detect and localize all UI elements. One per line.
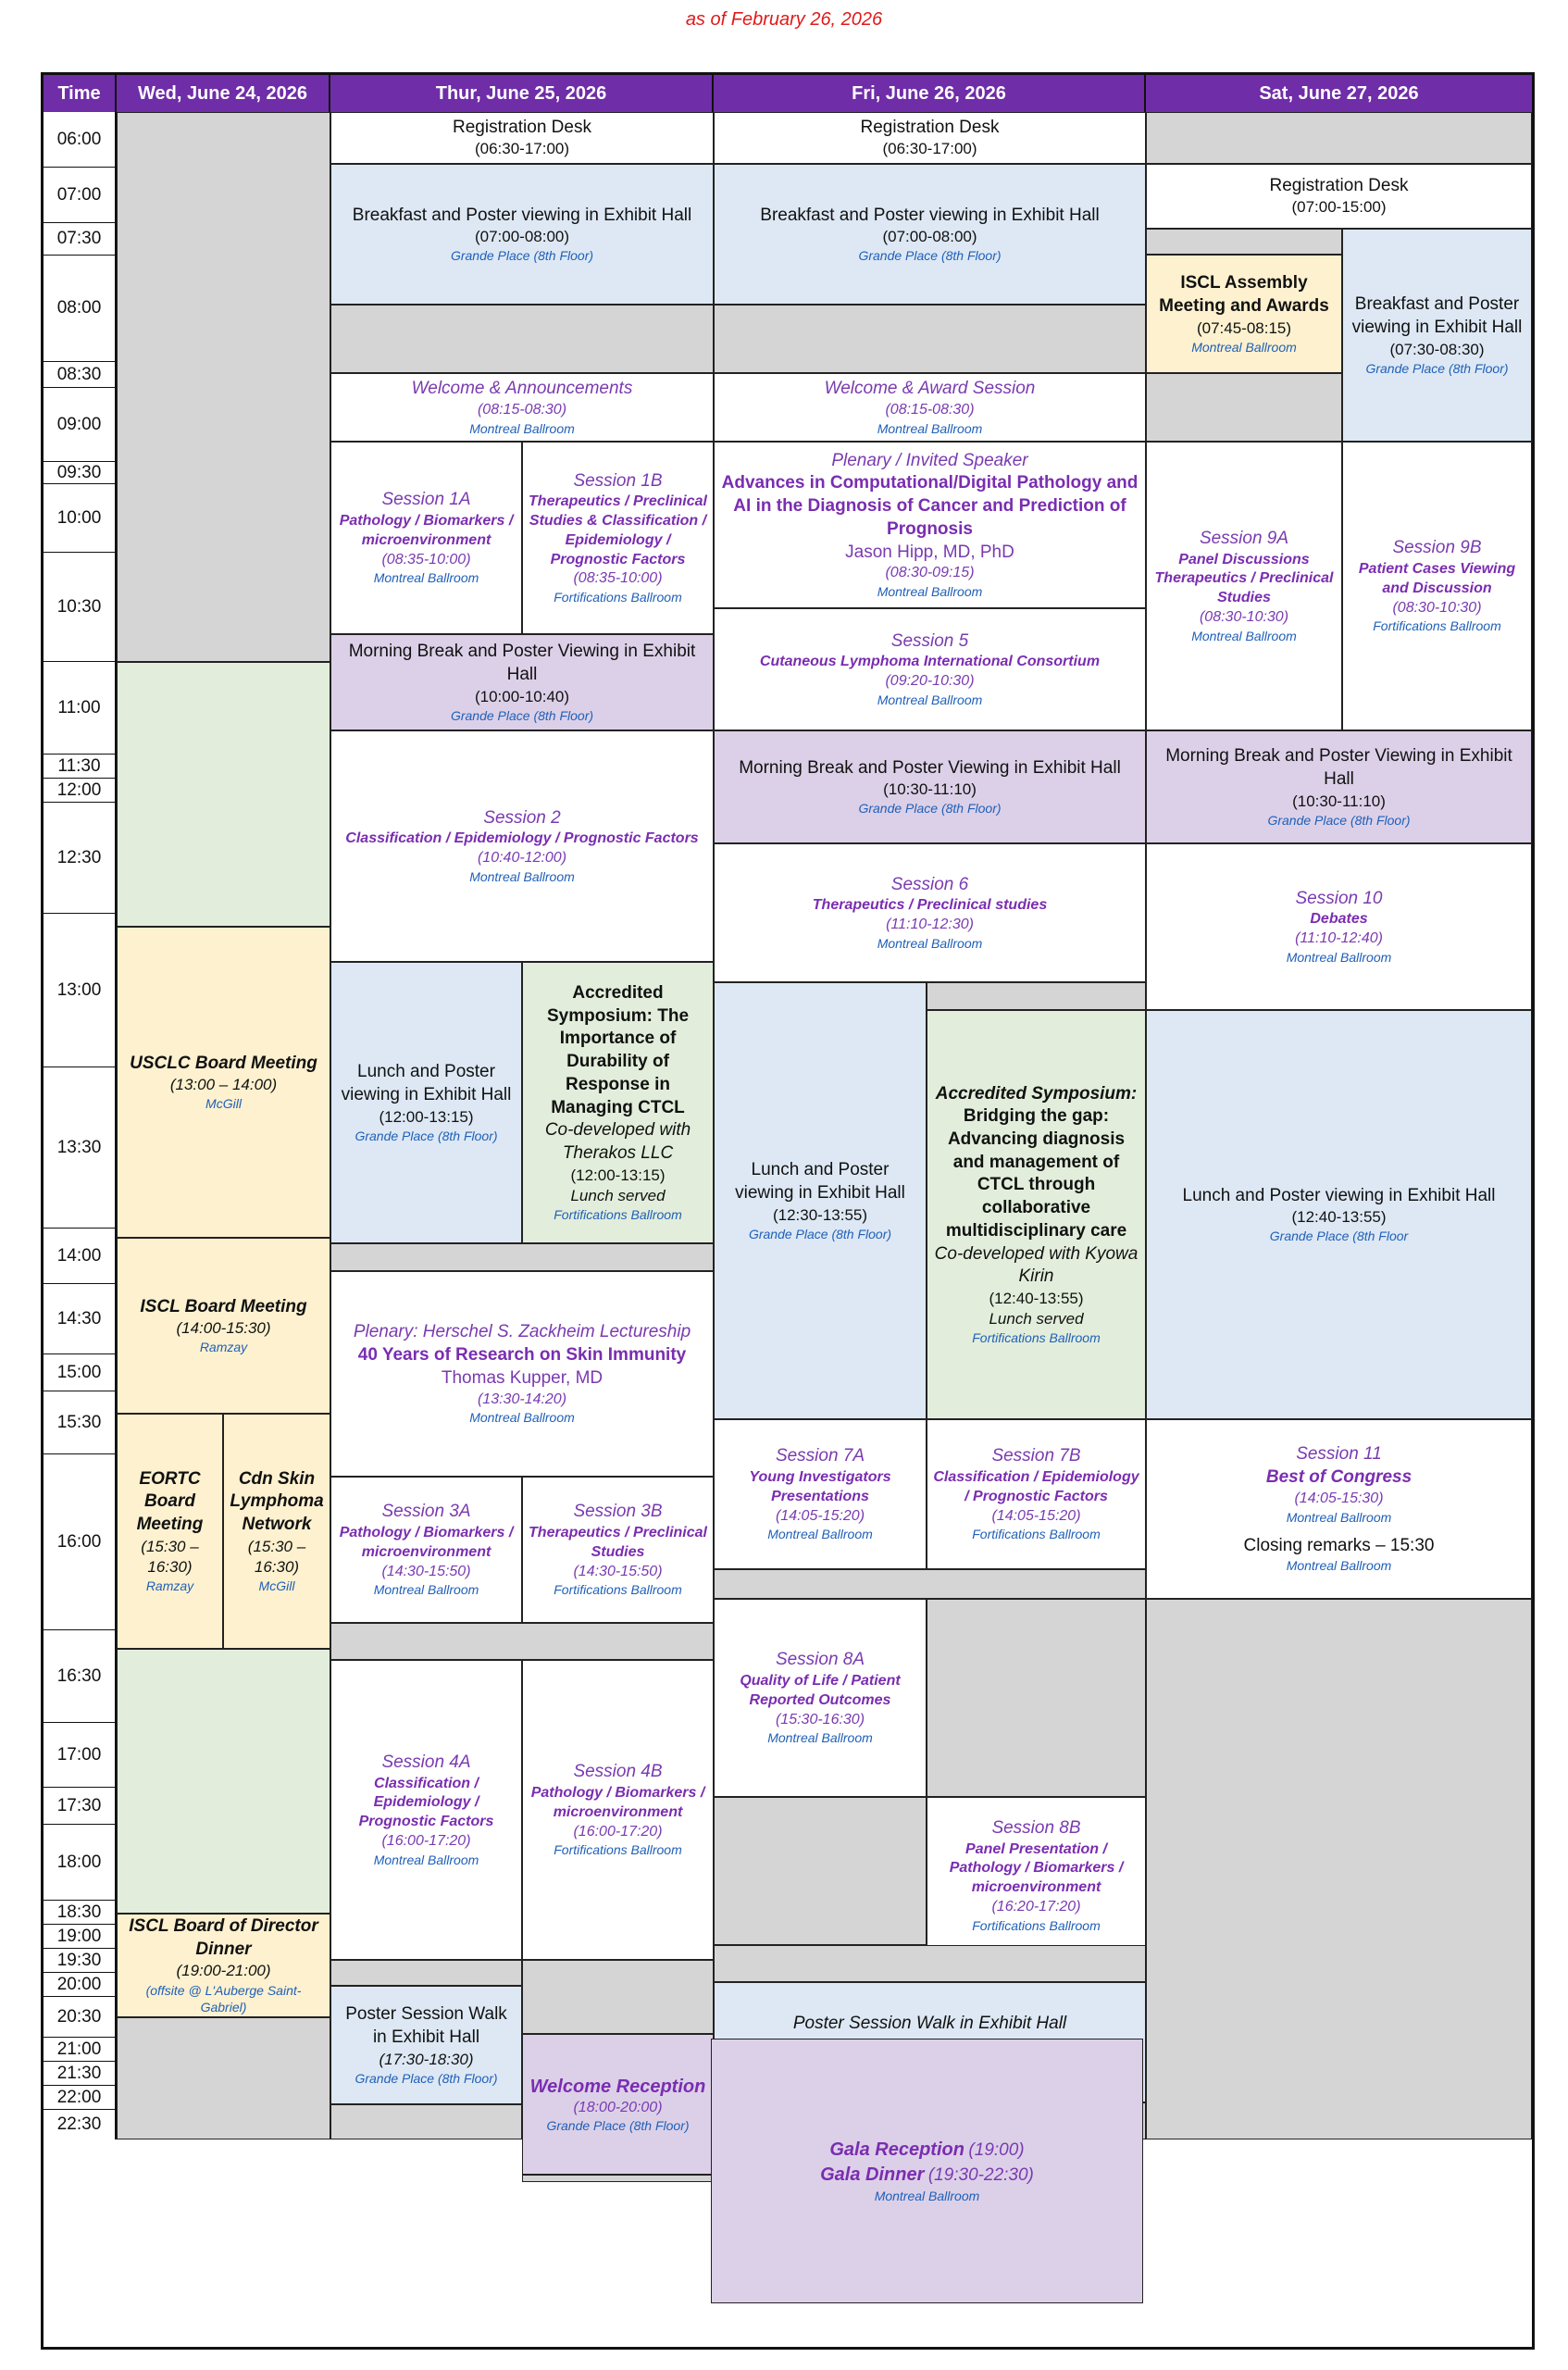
event-time: (07:00-15:00) — [1291, 198, 1387, 217]
event-time: (19:00-21:00) — [176, 1962, 271, 1980]
event-location: Montreal Ballroom — [877, 420, 983, 436]
plenary-name: Plenary: Herschel S. Zackheim Lectureship — [353, 1322, 691, 1342]
iscl-assembly-meeting[interactable] — [1146, 255, 1342, 373]
plenary-name: Plenary / Invited Speaker — [831, 450, 1028, 470]
time-label: 07:00 — [44, 168, 117, 223]
session-time: (08:35-10:00) — [381, 551, 471, 568]
sat-lunch[interactable] — [1146, 1010, 1532, 1419]
as-of-date: as of February 26, 2026 — [685, 9, 883, 30]
fri-gap — [714, 1945, 1146, 1982]
header-wed: Wed, June 24, 2026 — [117, 75, 330, 112]
event-title: Morning Break and Poster Viewing in Exhibit Hall — [348, 642, 696, 684]
header-fri: Fri, June 26, 2026 — [714, 75, 1146, 112]
session-location: Montreal Ballroom — [373, 570, 479, 586]
sat-gap — [1146, 1599, 1532, 2139]
session-name: Session 1A — [381, 490, 471, 510]
session-location: Montreal Ballroom — [767, 1730, 873, 1746]
session-name: Session 2 — [483, 807, 561, 828]
session-time: (16:20-17:20) — [991, 1899, 1081, 1915]
session-topic: Young Investigators Presentations — [749, 1469, 891, 1504]
sat-registration-desk[interactable] — [1146, 164, 1532, 229]
session-name: Session 9A — [1199, 528, 1289, 548]
thu-gap — [330, 305, 714, 373]
session-topic: Classification / Epidemiology / Prognostic Factors — [933, 1469, 1139, 1504]
event-time: (08:15-08:30) — [477, 401, 567, 418]
fri-morning-break[interactable] — [714, 730, 1146, 843]
event-time: (07:00-08:00) — [474, 228, 570, 246]
plenary-time: (08:30-09:15) — [885, 565, 975, 581]
session-topic: Quality of Life / Patient Reported Outcomes — [740, 1673, 901, 1708]
thu-gap — [330, 1243, 714, 1271]
session-name: Session 9B — [1392, 538, 1482, 558]
event-title: Welcome Reception — [529, 2076, 706, 2097]
session-time: (14:05-15:30) — [1294, 1490, 1384, 1506]
fri-plenary[interactable] — [714, 442, 1146, 608]
session-topic: Panel Presentation / Pathology / Biomarkers / microenvironment — [949, 1840, 1124, 1896]
session-name: Session 11 — [1296, 1444, 1382, 1465]
gala-reception-label: Gala Reception — [829, 2139, 964, 2161]
iscl-board-meeting[interactable] — [117, 1238, 330, 1414]
event-note: Lunch served — [989, 1310, 1084, 1328]
event-time: (12:40-13:55) — [989, 1289, 1084, 1307]
event-time: (12:00-13:15) — [570, 1166, 666, 1184]
session-topic: Therapeutics / Preclinical Studies — [529, 1525, 707, 1560]
time-label: 20:00 — [44, 1973, 117, 1997]
time-label: 22:30 — [44, 2110, 117, 2139]
session-topic: Therapeutics / Preclinical studies — [812, 897, 1048, 914]
session-7a[interactable] — [714, 1419, 927, 1569]
fri-gap — [714, 1797, 927, 1945]
session-5[interactable] — [714, 608, 1146, 730]
plenary-topic: Advances in Computational/Digital Pathology and AI in the Diagnosis of Cancer and Prediction of Prognosis — [721, 473, 1139, 539]
event-location: McGill — [205, 1096, 242, 1112]
session-time: (14:30-15:50) — [381, 1563, 471, 1579]
event-title: ISCL Board of Director Dinner — [129, 1916, 318, 1959]
plenary-speaker: Jason Hipp, MD, PhD — [845, 542, 1014, 562]
session-name: Session 7A — [775, 1446, 865, 1466]
event-time: (10:00-10:40) — [474, 687, 570, 705]
session-topic: Best of Congress — [1265, 1467, 1412, 1488]
gala-location: Montreal Ballroom — [874, 2188, 980, 2203]
fri-lunch[interactable] — [714, 982, 927, 1419]
event-time: (12:00-13:15) — [379, 1107, 474, 1126]
event-time: (17:30-18:30) — [379, 2050, 474, 2068]
thu-registration-desk[interactable] — [330, 112, 714, 164]
event-location: Grande Place (8th Floor) — [748, 1226, 892, 1241]
gala-dinner-time: (19:30-22:30) — [927, 2164, 1034, 2185]
header-time: Time — [44, 75, 117, 112]
plenary-topic: 40 Years of Research on Skin Immunity — [357, 1345, 687, 1366]
event-title: Poster Session Walk in Exhibit Hall — [792, 2013, 1067, 2033]
gala-reception-time: (19:00) — [968, 2140, 1025, 2161]
event-time: (13:00 – 14:00) — [169, 1076, 278, 1094]
time-label: 15:30 — [44, 1391, 117, 1454]
wed-empty-morning — [117, 112, 330, 662]
wed-green-block — [117, 662, 330, 927]
time-label: 21:30 — [44, 2062, 117, 2086]
event-time: (07:00-08:00) — [882, 228, 977, 246]
event-title: ISCL Board Meeting — [140, 1296, 307, 1316]
event-title: Morning Break and Poster Viewing in Exhibit Hall — [1165, 746, 1512, 789]
session-3a[interactable] — [330, 1477, 522, 1623]
time-label: 17:00 — [44, 1723, 117, 1788]
session-4a[interactable] — [330, 1660, 522, 1960]
session-4b[interactable] — [522, 1660, 714, 1960]
event-location: Montreal Ballroom — [1191, 339, 1297, 355]
event-title-2: Bridging the gap: Advancing diagnosis and management of CTCL through collaborative multidisciplinary care — [945, 1106, 1127, 1241]
time-label: 18:00 — [44, 1825, 117, 1901]
time-label: 12:00 — [44, 779, 117, 803]
event-title: EORTC Board Meeting — [136, 1468, 204, 1535]
event-time: (18:00-20:00) — [573, 2099, 663, 2115]
session-11[interactable] — [1146, 1419, 1532, 1599]
event-location: Grande Place (8th Floor) — [858, 248, 1002, 264]
event-time: (12:30-13:55) — [772, 1205, 868, 1224]
time-label: 08:00 — [44, 256, 117, 362]
event-note: Lunch served — [570, 1186, 666, 1204]
sat-breakfast[interactable] — [1342, 229, 1532, 442]
session-name: Session 5 — [890, 630, 969, 651]
event-location: Fortifications Ballroom — [972, 1330, 1101, 1346]
header-thu: Thur, June 25, 2026 — [330, 75, 714, 112]
event-title: Poster Session Walk in Exhibit Hall — [345, 2004, 507, 2047]
session-8b[interactable] — [927, 1797, 1146, 1954]
event-title-1: Accredited Symposium: — [935, 1083, 1138, 1104]
event-location: (offsite @ L'Auberge Saint-Gabriel) — [145, 1982, 302, 2014]
iscl-board-dinner[interactable] — [117, 1914, 330, 2017]
wed-empty-evening — [117, 2017, 330, 2139]
session-time: (08:35-10:00) — [573, 570, 663, 587]
session-location: Montreal Ballroom — [373, 1582, 479, 1598]
event-time: (10:30-11:10) — [1292, 792, 1386, 810]
header-sat: Sat, June 27, 2026 — [1146, 75, 1532, 112]
event-location: Grande Place (8th Floor) — [355, 2070, 498, 2086]
session-name: Session 8B — [991, 1817, 1081, 1838]
event-title: Registration Desk — [1269, 175, 1409, 195]
event-title: Accredited Symposium: The Importance of Durability of Response in Managing CTCL — [546, 983, 690, 1117]
session-6[interactable] — [714, 843, 1146, 982]
event-time: (07:45-08:15) — [1196, 318, 1292, 337]
session-topic: Therapeutics / Preclinical Studies & Classification / Epidemiology / Prognostic Factors — [529, 493, 707, 568]
closing-remarks: Closing remarks – 15:30 — [1243, 1535, 1435, 1555]
time-label: 21:00 — [44, 2038, 117, 2062]
thu-gap — [522, 1960, 714, 2034]
session-time: (14:30-15:50) — [573, 1563, 663, 1579]
wed-green-block — [117, 1649, 330, 1914]
session-name: Session 8A — [775, 1650, 865, 1670]
session-time: (14:05-15:20) — [991, 1507, 1081, 1524]
thu-morning-break[interactable] — [330, 634, 714, 730]
time-label: 11:00 — [44, 662, 117, 755]
event-codeveloped: Co-developed with Therakos LLC — [544, 1120, 691, 1163]
session-time: (08:30-10:30) — [1392, 599, 1482, 616]
closing-location: Montreal Ballroom — [1286, 1558, 1392, 1574]
fri-gap — [714, 1569, 1146, 1599]
uslc-board-meeting[interactable] — [117, 927, 330, 1238]
time-label: 11:30 — [44, 755, 117, 779]
session-location: Montreal Ballroom — [1191, 628, 1297, 643]
event-title: Registration Desk — [860, 117, 1000, 137]
event-title: Welcome & Award Session — [824, 379, 1036, 399]
session-topic: Pathology / Biomarkers / microenvironment — [339, 513, 514, 548]
session-topic: Pathology / Biomarkers / microenvironment — [339, 1525, 514, 1560]
time-label: 10:30 — [44, 553, 117, 662]
time-label: 13:30 — [44, 1067, 117, 1229]
thu-gap — [330, 1960, 522, 1986]
event-title: ISCL Assembly Meeting and Awards — [1159, 273, 1329, 316]
time-label: 14:00 — [44, 1229, 117, 1284]
session-2[interactable] — [330, 730, 714, 962]
event-title: Lunch and Poster viewing in Exhibit Hall — [735, 1160, 905, 1203]
session-topic: Classification / Epidemiology / Prognostic Factors — [358, 1775, 494, 1830]
session-topic: Patient Cases Viewing and Discussion — [1358, 561, 1516, 596]
event-time: (15:30 – 16:30) — [141, 1537, 199, 1576]
session-time: (11:10-12:40) — [1295, 930, 1383, 947]
thu-gap — [330, 1623, 714, 1660]
time-label: 13:00 — [44, 914, 117, 1067]
session-location: Montreal Ballroom — [1286, 1509, 1392, 1525]
event-time: (08:15-08:30) — [885, 401, 975, 418]
event-title: Registration Desk — [453, 117, 591, 137]
sat-gap — [1146, 373, 1342, 442]
time-label: 07:30 — [44, 223, 117, 256]
event-title: USCLC Board Meeting — [130, 1053, 317, 1073]
event-codeveloped: Co-developed with Kyowa Kirin — [934, 1243, 1139, 1287]
fri-gap — [714, 305, 1146, 373]
time-label: 18:30 — [44, 1901, 117, 1925]
event-location: Grande Place (8th Floor) — [450, 248, 594, 264]
session-location: Montreal Ballroom — [767, 1527, 873, 1542]
event-title: Breakfast and Poster viewing in Exhibit Hall — [760, 205, 1100, 225]
event-location: Grande Place (8th Floor) — [858, 801, 1002, 817]
session-name: Session 6 — [890, 874, 969, 894]
session-location: Montreal Ballroom — [373, 1852, 479, 1867]
session-time: (14:05-15:20) — [775, 1507, 865, 1524]
session-name: Session 1B — [573, 470, 663, 491]
time-label: 10:00 — [44, 484, 117, 553]
fri-breakfast[interactable] — [714, 164, 1146, 305]
session-location: Fortifications Ballroom — [554, 590, 682, 605]
plenary-speaker: Thomas Kupper, MD — [441, 1367, 604, 1388]
time-label: 16:30 — [44, 1630, 117, 1723]
event-time: (06:30-17:00) — [882, 140, 977, 158]
event-title: Lunch and Poster viewing in Exhibit Hall — [341, 1062, 512, 1104]
sat-gap — [1146, 229, 1342, 255]
session-8a[interactable] — [714, 1599, 927, 1797]
session-time: (11:10-12:30) — [886, 917, 974, 933]
time-label: 09:30 — [44, 462, 117, 484]
event-location: Grande Place (8th Floor) — [355, 1128, 498, 1143]
event-location: Grande Place (8th Floor — [1269, 1229, 1409, 1244]
time-label: 09:00 — [44, 388, 117, 462]
time-label: 19:00 — [44, 1925, 117, 1949]
plenary-time: (13:30-14:20) — [477, 1391, 567, 1407]
time-label: 08:30 — [44, 362, 117, 388]
event-location: Grande Place (8th Floor) — [546, 2118, 690, 2134]
fri-gap — [927, 1599, 1146, 1797]
session-location: Montreal Ballroom — [877, 692, 983, 708]
time-label: 16:00 — [44, 1454, 117, 1630]
event-time: (15:30 – 16:30) — [247, 1537, 306, 1576]
session-name: Session 3A — [381, 1502, 471, 1522]
session-7b[interactable] — [927, 1419, 1146, 1569]
event-location: Fortifications Ballroom — [554, 1206, 682, 1222]
session-topic: Debates — [1310, 911, 1368, 928]
event-location: Montreal Ballroom — [469, 420, 575, 436]
session-time: (09:20-10:30) — [885, 673, 975, 690]
session-location: Montreal Ballroom — [877, 936, 983, 952]
fri-registration-desk[interactable] — [714, 112, 1146, 164]
session-topic: Pathology / Biomarkers / microenvironment — [530, 1785, 705, 1820]
thu-welcome[interactable] — [330, 373, 714, 442]
sat-gap — [1146, 112, 1532, 164]
time-label: 15:00 — [44, 1354, 117, 1391]
event-location: Ramzay — [199, 1340, 248, 1355]
event-time: (07:30-08:30) — [1389, 340, 1485, 358]
session-location: Montreal Ballroom — [1286, 950, 1392, 966]
cdn-skin-lymphoma-network[interactable] — [223, 1414, 330, 1649]
plenary-location: Montreal Ballroom — [469, 1410, 575, 1426]
session-1b[interactable] — [522, 442, 714, 634]
event-title: Breakfast and Poster viewing in Exhibit Hall — [1351, 294, 1523, 337]
session-time: (15:30-16:30) — [775, 1711, 865, 1728]
eortc-board-meeting[interactable] — [117, 1414, 223, 1649]
event-location: Grande Place (8th Floor) — [1267, 812, 1411, 828]
schedule-grid — [41, 72, 1535, 2350]
session-location: Fortifications Ballroom — [972, 1917, 1101, 1933]
session-time: (16:00-17:20) — [573, 1823, 663, 1840]
session-name: Session 4A — [381, 1752, 471, 1772]
thu-plenary-lectureship[interactable] — [330, 1271, 714, 1477]
event-title: Cdn Skin Lymphoma Network — [230, 1468, 324, 1535]
session-topic: Cutaneous Lymphoma International Consortium — [759, 654, 1101, 670]
fri-welcome[interactable] — [714, 373, 1146, 442]
thu-accredited-symposium[interactable] — [522, 962, 714, 1243]
session-3b[interactable] — [522, 1477, 714, 1623]
session-topic: Classification / Epidemiology / Prognostic Factors — [345, 830, 699, 847]
event-time: (12:40-13:55) — [1291, 1208, 1387, 1227]
session-time: (16:00-17:20) — [381, 1833, 471, 1850]
session-9b[interactable] — [1342, 442, 1532, 730]
time-label: 14:30 — [44, 1284, 117, 1354]
sat-morning-break[interactable] — [1146, 730, 1532, 843]
session-location: Fortifications Ballroom — [554, 1842, 682, 1858]
session-time: (08:30-10:30) — [1199, 609, 1289, 626]
session-name: Session 3B — [573, 1502, 663, 1522]
session-location: Fortifications Ballroom — [1373, 618, 1501, 634]
session-1a[interactable] — [330, 442, 522, 634]
session-name: Session 4B — [573, 1762, 663, 1782]
event-time: (14:00-15:30) — [176, 1319, 271, 1338]
thu-gap — [330, 2104, 522, 2139]
event-time: (06:30-17:00) — [474, 140, 570, 158]
session-10[interactable] — [1146, 843, 1532, 1010]
event-location: McGill — [258, 1578, 295, 1594]
time-label: 20:30 — [44, 1997, 117, 2038]
session-location: Montreal Ballroom — [469, 869, 575, 885]
time-label: 12:30 — [44, 803, 117, 914]
time-label: 17:30 — [44, 1788, 117, 1825]
fri-accredited-symposium[interactable] — [927, 1010, 1146, 1419]
time-label: 22:00 — [44, 2086, 117, 2110]
event-location: Grande Place (8th Floor) — [450, 707, 594, 723]
fri-gap — [927, 982, 1146, 1010]
session-location: Fortifications Ballroom — [554, 1582, 682, 1598]
session-time: (10:40-12:00) — [477, 850, 567, 867]
time-label: 19:30 — [44, 1949, 117, 1973]
event-time: (10:30-11:10) — [883, 780, 977, 799]
session-location: Fortifications Ballroom — [972, 1527, 1101, 1542]
session-name: Session 7B — [991, 1446, 1081, 1466]
thu-lunch[interactable] — [330, 962, 522, 1243]
event-location: Ramzay — [145, 1578, 194, 1594]
session-9a[interactable] — [1146, 442, 1342, 730]
gala-dinner-label: Gala Dinner — [820, 2164, 925, 2185]
thu-gap — [522, 2175, 714, 2182]
event-title: Morning Break and Poster Viewing in Exhibit Hall — [739, 757, 1121, 778]
event-title: Welcome & Announcements — [411, 379, 633, 399]
session-name: Session 10 — [1295, 888, 1383, 908]
event-title: Breakfast and Poster viewing in Exhibit Hall — [352, 205, 692, 225]
thu-poster-walk[interactable] — [330, 1986, 522, 2104]
event-location: Grande Place (8th Floor) — [1365, 360, 1509, 376]
session-topic: Panel Discussions Therapeutics / Preclinical Studies — [1154, 551, 1334, 606]
gala-reception-dinner[interactable] — [711, 2039, 1143, 2303]
plenary-location: Montreal Ballroom — [877, 584, 983, 600]
time-label: 06:00 — [44, 112, 117, 168]
event-title: Lunch and Poster viewing in Exhibit Hall — [1182, 1185, 1496, 1205]
welcome-reception[interactable] — [522, 2034, 714, 2175]
thu-breakfast[interactable] — [330, 164, 714, 305]
